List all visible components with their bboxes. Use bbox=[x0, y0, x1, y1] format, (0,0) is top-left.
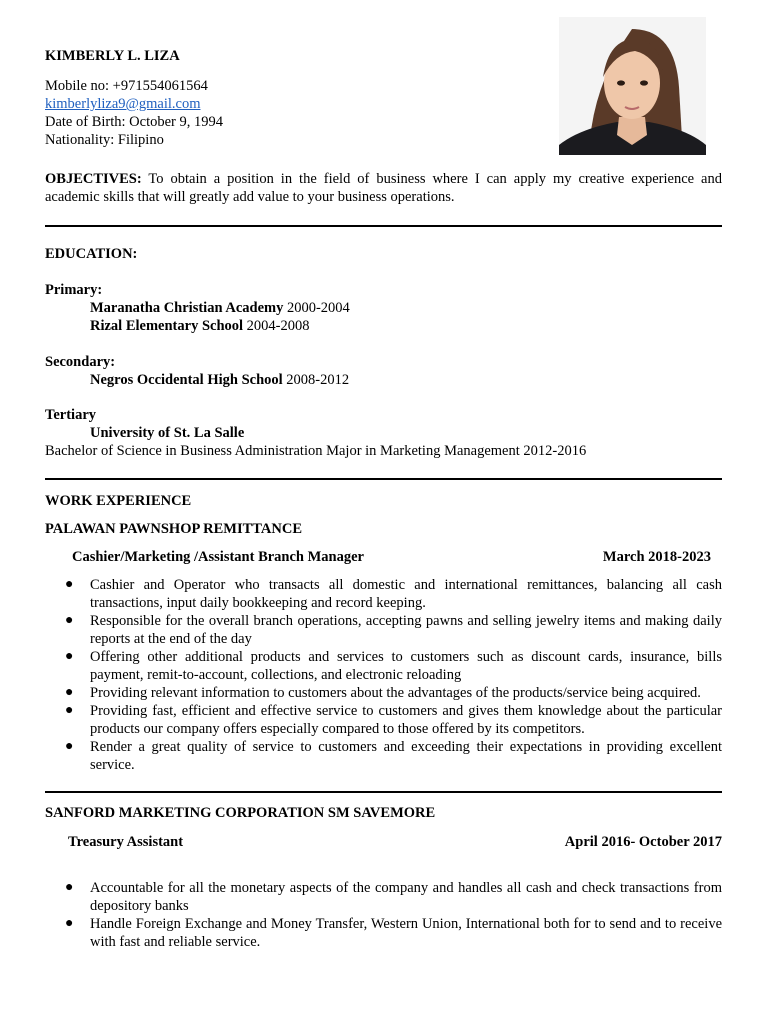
bullet-dot-icon: ● bbox=[65, 649, 74, 664]
job-title-row bbox=[45, 833, 722, 851]
date-of-birth: Date of Birth: October 9, 1994 bbox=[45, 114, 223, 130]
contact-block bbox=[45, 77, 223, 149]
job-dates: April 2016- October 2017 bbox=[564, 834, 722, 850]
duty-text: Providing relevant information to customers about the advantages of the products/service being acquired. bbox=[90, 685, 701, 701]
list-item bbox=[45, 612, 722, 648]
primary-school-2 bbox=[45, 317, 722, 335]
secondary-school-1 bbox=[45, 371, 722, 389]
list-item bbox=[45, 915, 722, 951]
company-name: SANFORD MARKETING CORPORATION SM SAVEMORE bbox=[45, 805, 436, 821]
duty-text: Responsible for the overall branch operations, accepting pawns and selling jewelry items and making daily reports at the end of the day bbox=[90, 613, 722, 647]
bullet-dot-icon: ● bbox=[65, 703, 74, 718]
list-item bbox=[45, 879, 722, 915]
company-name: PALAWAN PAWNSHOP REMITTANCE bbox=[45, 521, 302, 537]
section-divider bbox=[45, 478, 722, 480]
job-dates: March 2018-2023 bbox=[602, 549, 711, 565]
primary-label: Primary: bbox=[45, 282, 103, 298]
tertiary-degree: Bachelor of Science in Business Administration Major in Marketing Management 2012-2016 bbox=[45, 443, 587, 459]
duty-text: Render a great quality of service to customers and exceeding their expectations in providing excellent service. bbox=[90, 739, 722, 773]
candidate-name: KIMBERLY L. LIZA bbox=[45, 48, 180, 64]
school-years: 2000-2004 bbox=[283, 300, 350, 316]
duty-text: Offering other additional products and services to customers such as discount cards, insurance, bills payment, remit-to-account, collections, and electronic reloading bbox=[90, 649, 722, 683]
tertiary-education bbox=[45, 406, 722, 460]
secondary-education bbox=[45, 353, 722, 389]
objectives-paragraph bbox=[45, 170, 722, 206]
mobile-number: Mobile no: +971554061564 bbox=[45, 78, 208, 94]
list-item bbox=[45, 576, 722, 612]
bullet-dot-icon: ● bbox=[65, 685, 74, 700]
list-item bbox=[45, 702, 722, 738]
job-title: Treasury Assistant bbox=[68, 834, 184, 850]
job-duties-list bbox=[45, 576, 722, 774]
school-years: 2004-2008 bbox=[243, 318, 310, 334]
job-title-row bbox=[45, 548, 722, 566]
duty-text: Accountable for all the monetary aspects of the company and handles all cash and check transactions from depository banks bbox=[90, 880, 722, 914]
bullet-dot-icon: ● bbox=[65, 880, 74, 895]
tertiary-school: University of St. La Salle bbox=[90, 425, 245, 441]
duty-text: Handle Foreign Exchange and Money Transfer, Western Union, International both for to send and to receive with fast and reliable service. bbox=[90, 916, 722, 950]
primary-education bbox=[45, 281, 722, 335]
duty-text: Providing fast, efficient and effective service to customers and gives them knowledge about the particular products our company offers especially compared to those offered by its competitors. bbox=[90, 703, 722, 737]
list-item bbox=[45, 738, 722, 774]
objectives-text: To obtain a position in the field of business where I can apply my creative experience and academic skills that will greatly add value to your business operations. bbox=[45, 171, 722, 205]
email-link[interactable]: kimberlyliza9@gmail.com bbox=[45, 96, 201, 112]
school-name: Rizal Elementary School bbox=[90, 318, 244, 334]
section-divider bbox=[45, 791, 722, 793]
school-name: Maranatha Christian Academy bbox=[90, 300, 284, 316]
bullet-dot-icon: ● bbox=[65, 739, 74, 754]
work-experience-heading: WORK EXPERIENCE bbox=[45, 493, 192, 509]
school-years: 2008-2012 bbox=[282, 372, 350, 388]
bullet-dot-icon: ● bbox=[65, 613, 74, 628]
section-divider bbox=[45, 225, 722, 227]
primary-school-1 bbox=[45, 299, 722, 317]
nationality: Nationality: Filipino bbox=[45, 132, 164, 148]
school-name: Negros Occidental High School bbox=[90, 372, 283, 388]
bullet-dot-icon: ● bbox=[65, 916, 74, 931]
list-item bbox=[45, 648, 722, 684]
education-heading: EDUCATION: bbox=[45, 246, 138, 262]
resume-page bbox=[45, 0, 722, 1024]
secondary-label: Secondary: bbox=[45, 354, 116, 370]
duty-text: Cashier and Operator who transacts all domestic and international remittances, balancing all cash transactions, input daily bookkeeping and record keeping. bbox=[90, 577, 722, 611]
bullet-dot-icon: ● bbox=[65, 577, 74, 592]
job-title: Cashier/Marketing /Assistant Branch Manager bbox=[72, 549, 364, 565]
profile-photo-icon bbox=[559, 17, 706, 155]
job-duties-list bbox=[45, 879, 722, 951]
objectives-label: OBJECTIVES: bbox=[45, 171, 142, 187]
list-item bbox=[45, 684, 722, 702]
profile-photo bbox=[559, 17, 706, 155]
tertiary-label: Tertiary bbox=[45, 407, 97, 423]
